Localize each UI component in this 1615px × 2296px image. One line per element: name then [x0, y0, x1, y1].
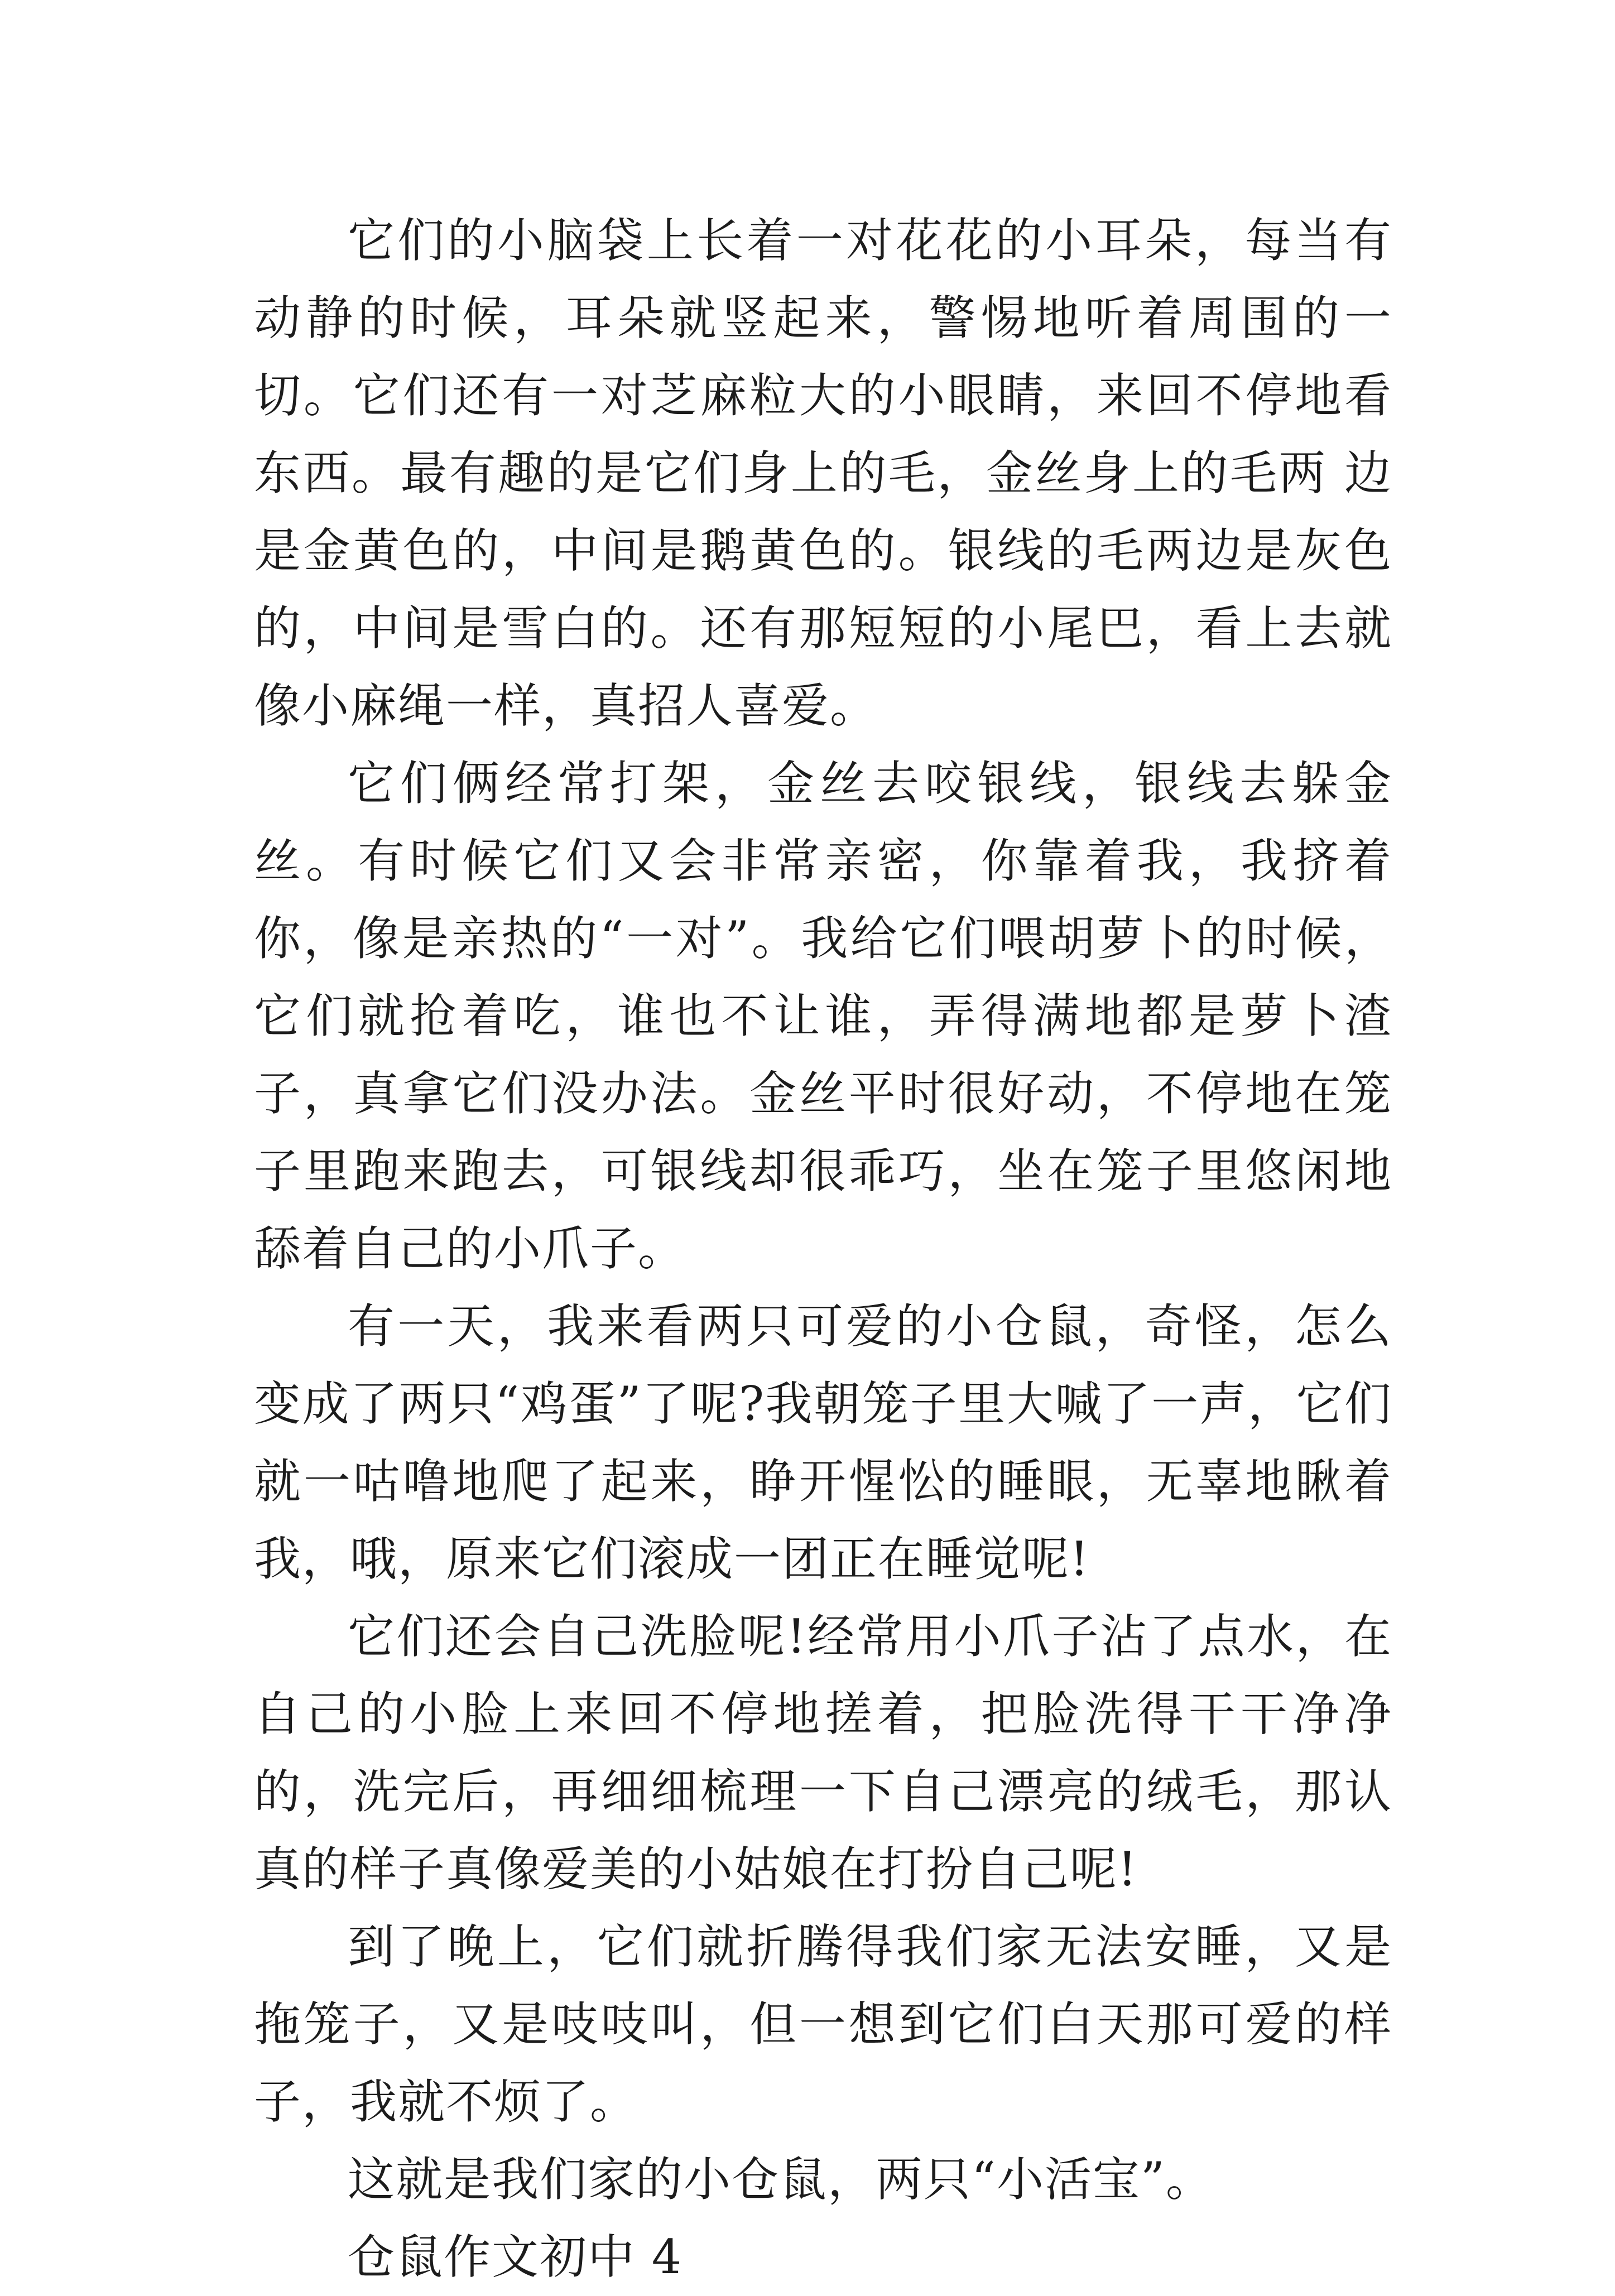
paragraph-ears-eyes-fur: 它们的小脑袋上长着一对花花的小耳朵，每当有动静的时候，耳朵就竖起来，警惕地听着周围的一切。它们还有一对芝麻粒大的小眼睛，来回不停地看东西。最有趣的是它们身上的毛，金丝身上的毛两 边是金黄色的，中间是鹅黄色的。银线的毛两边是灰色的，中间是雪白的。还有那短短的小尾巴，看上去就像小麻绳一样，真招人喜爱。: [254, 213, 1392, 733]
section-heading: 仓鼠作文初中 4: [348, 2230, 683, 2284]
article-body: [254, 202, 1392, 2296]
paragraph-washing-face: 它们还会自己洗脸呢!经常用小爪子沾了点水，在自己的小脸上来回不停地搓着，把脸洗得干干净净的，洗完后，再细细梳理一下自己漂亮的绒毛，那认真的样子真像爱美的小姑娘在打扮自己呢!: [254, 1609, 1392, 1897]
paragraph-fighting-eating: 它们俩经常打架，金丝去咬银线，银线去躲金丝。有时候它们又会非常亲密，你靠着我，我挤着你，像是亲热的“一对”。我给它们喂胡萝卜的时候，它们就抢着吃，谁也不让谁，弄得满地都是萝卜渣 子，真拿它们没办法。金丝平时很好动，不停地在笼子里跑来跑去，可银线却很乖巧，坐在笼子里悠闲地舔着自己的小爪子。: [254, 756, 1392, 1276]
paragraph-sleeping: 有一天，我来看两只可爱的小仓鼠，奇怪，怎么变成了两只“鸡蛋”了呢?我朝笼子里大喊了一声，它们就一咕噜地爬了起来，睁开惺忪的睡眼，无辜地瞅着我，哦，原来它们滚成一团正在睡觉呢!: [254, 1299, 1392, 1586]
paragraph-night: 到了晚上，它们就折腾得我们家无法安睡，又是拖笼子，又是吱吱叫，但一想到它们白天那可爱的样子，我就不烦了。: [254, 1919, 1392, 2129]
paragraph-conclusion: 这就是我们家的小仓鼠，两只“小活宝”。: [348, 2152, 1214, 2207]
